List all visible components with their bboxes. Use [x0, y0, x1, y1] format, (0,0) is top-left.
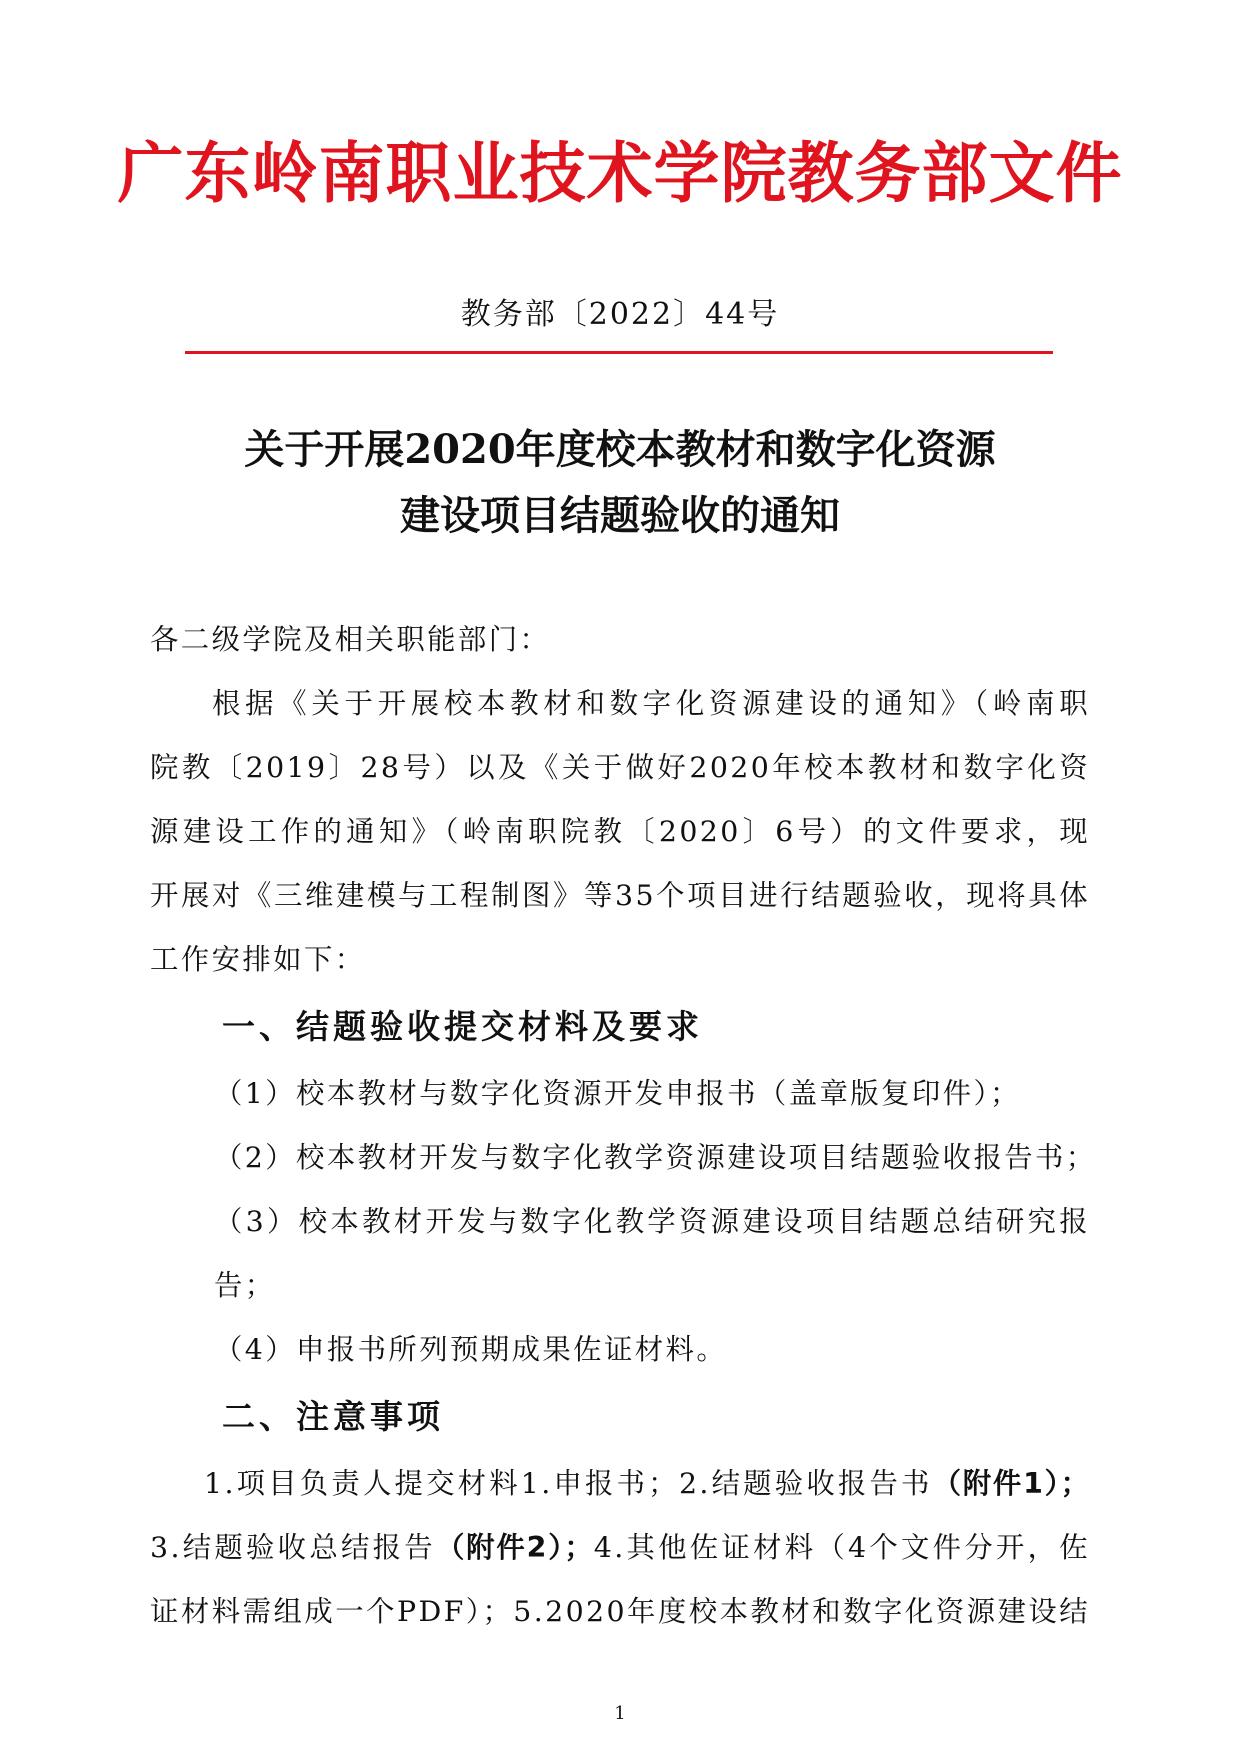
intro-line: 院教〔2019〕28号）以及《关于做好2020年校本教材和数字化资 — [150, 751, 1090, 784]
intro-line: 工作安排如下： — [150, 943, 366, 976]
red-divider — [185, 351, 1053, 354]
note-line — [150, 1452, 1090, 1516]
note-line: 证材料需组成一个PDF）；5.2020年度校本教材和数字化资源建设结 — [150, 1595, 1090, 1628]
attachment-ref: （附件1）； — [932, 1467, 1090, 1500]
page-number: 1 — [614, 1703, 626, 1724]
notice-title-line-2: 建设项目结题验收的通知 — [400, 492, 840, 539]
document-body — [150, 608, 1097, 1644]
intro-line: 根据《关于开展校本教材和数字化资源建设的通知》（岭南职 — [212, 687, 1090, 720]
notice-title-line-1: 关于开展2020年度校本教材和数字化资源 — [244, 426, 996, 473]
intro-line: 开展对《三维建模与工程制图》等35个项目进行结题验收，现将具体 — [150, 879, 1090, 912]
list-item: （3）校本教材开发与数字化教学资源建设项目结题总结研究报 — [214, 1205, 1090, 1238]
note-text: 1.项目负责人提交材料1.申报书；2.结题验收报告书 — [204, 1467, 933, 1500]
intro-line: 源建设工作的通知》（岭南职院教〔2020〕6号）的文件要求，现 — [150, 815, 1090, 848]
list-item: （1）校本教材与数字化资源开发申报书（盖章版复印件）； — [214, 1077, 1021, 1110]
list-item: （4）申报书所列预期成果佐证材料。 — [214, 1333, 728, 1366]
attachment-ref: （附件2）； — [435, 1531, 594, 1564]
list-item: （2）校本教材开发与数字化教学资源建设项目结题验收报告书； — [214, 1141, 1097, 1174]
note-text: 4.其他佐证材料（4个文件分开，佐 — [593, 1531, 1091, 1564]
list-item-continuation: 告； — [214, 1269, 276, 1302]
section-2-heading: 二、注意事项 — [222, 1397, 444, 1436]
document-banner: 广东岭南职业技术学院教务部文件 — [117, 134, 1123, 212]
salutation: 各二级学院及相关职能部门： — [150, 623, 551, 656]
note-line — [150, 1516, 1090, 1580]
document-number: 教务部〔2022〕44号 — [460, 297, 780, 332]
section-1-heading: 一、结题验收提交材料及要求 — [222, 1007, 703, 1046]
note-text: 3.结题验收总结报告 — [150, 1531, 436, 1564]
